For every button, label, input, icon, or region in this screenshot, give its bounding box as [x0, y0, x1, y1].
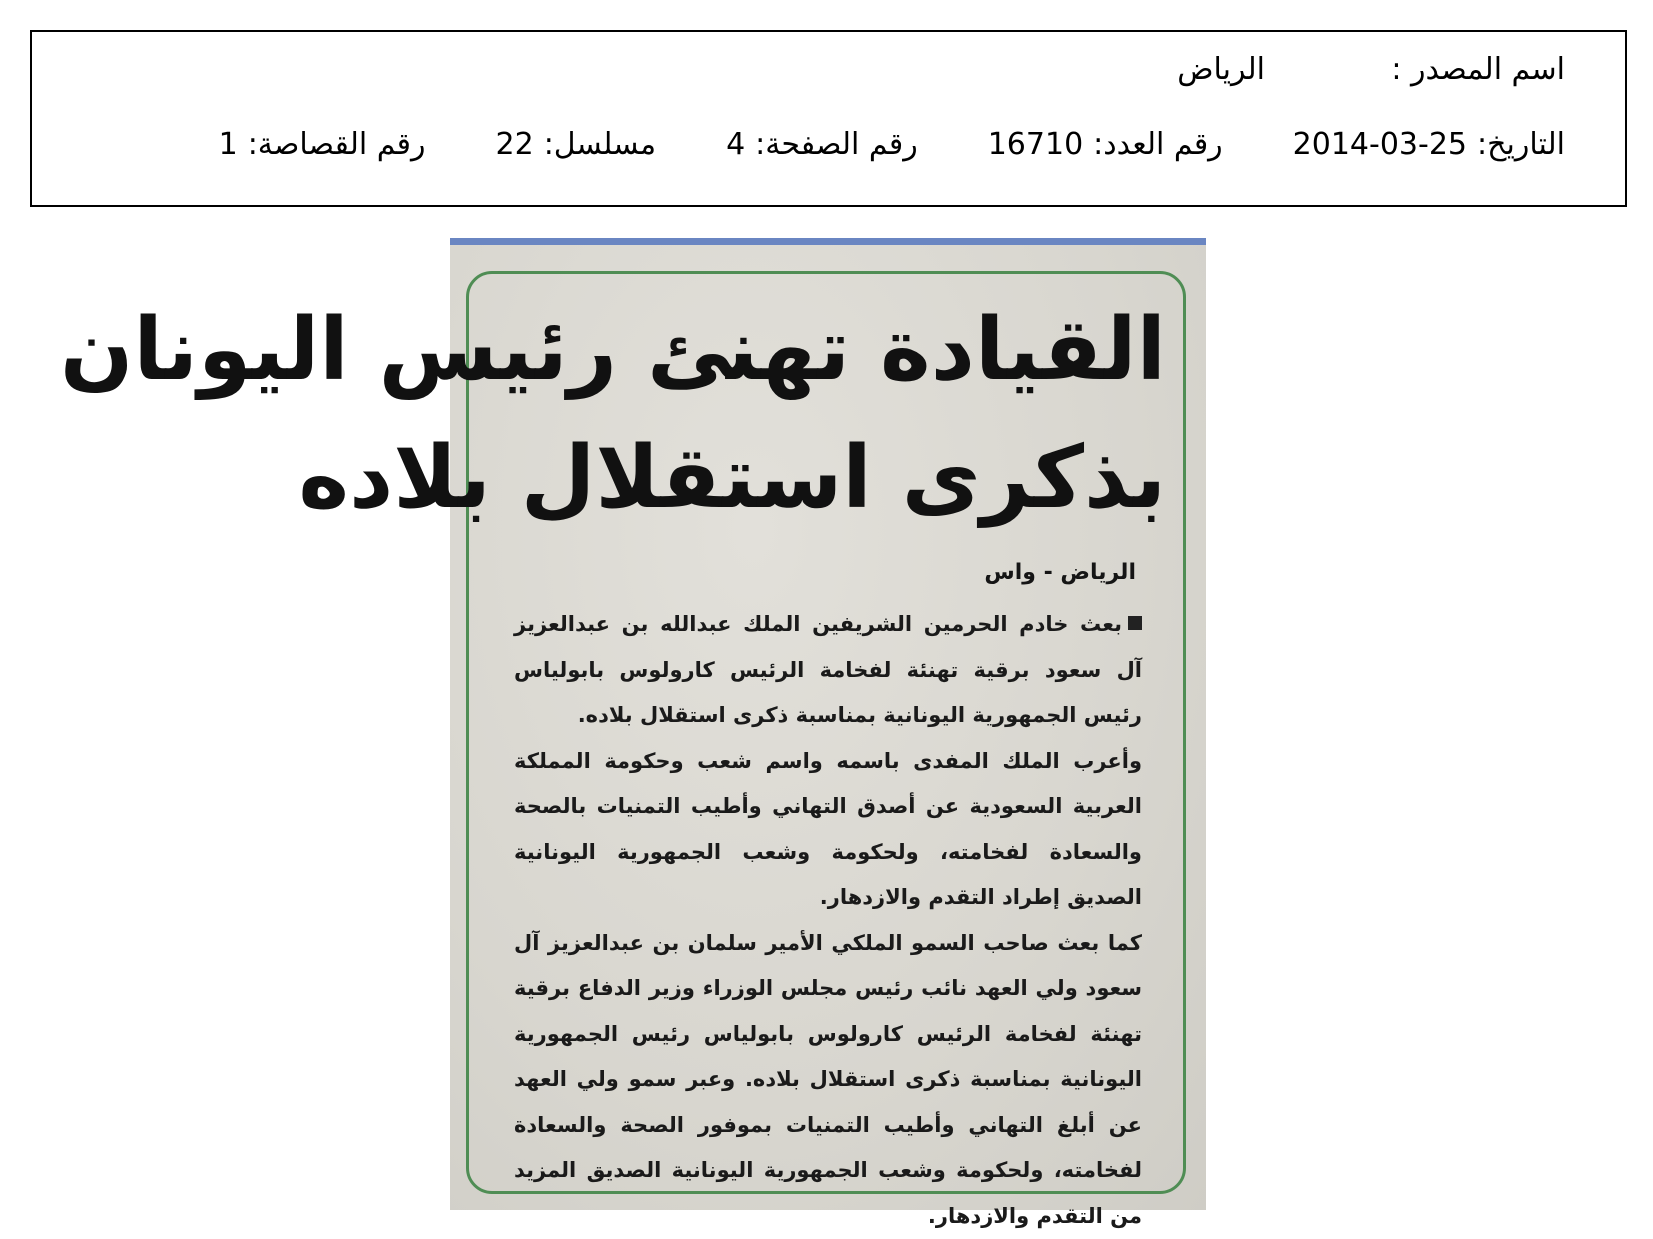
page-label: رقم الصفحة:	[755, 127, 918, 162]
issue-value: 16710	[988, 127, 1083, 162]
dateline: الرياض - واس	[984, 560, 1136, 585]
article-body	[514, 602, 1142, 1239]
clip-number-field	[219, 127, 426, 162]
source-value: الرياض	[1177, 52, 1265, 87]
metadata-row-details	[92, 127, 1565, 162]
metadata-row-source	[92, 52, 1565, 87]
issue-label: رقم العدد:	[1093, 127, 1223, 162]
date-value: 2014-03-25	[1293, 127, 1467, 162]
paragraph-3: كما بعث صاحب السمو الملكي الأمير سلمان بن عبدالعزيز آل سعود ولي العهد نائب رئيس مجلس الوزراء وزير الدفاع برقية تهنئة لفخامة الرئيس كارولوس بابولياس رئيس الجمهورية اليونانية بمناسبة ذكرى استقلال بلاده. وعبر سمو ولي العهد عن أبلغ التهاني وأطيب التمنيات بموفور الصحة والسعادة لفخامته، ولحكومة وشعب الجمهورية اليونانية الصديق المزيد من التقدم والازدهار.	[514, 921, 1142, 1239]
clip-number-value: 1	[219, 127, 238, 162]
serial-field	[496, 127, 657, 162]
date-field	[1293, 127, 1565, 162]
headline-line-1: القيادة تهنئ رئيس اليونان	[490, 300, 1166, 400]
paragraph-2: وأعرب الملك المفدى باسمه واسم شعب وحكومة المملكة العربية السعودية عن أصدق التهاني وأطيب التمنيات بالصحة والسعادة لفخامته، ولحكومة وشعب الجمهورية اليونانية الصديق إطراد التقدم والازدهار.	[514, 739, 1142, 921]
newspaper-clipping	[450, 238, 1206, 1210]
source-label: اسم المصدر :	[1375, 52, 1565, 87]
paragraph-1	[514, 602, 1142, 739]
page-value: 4	[726, 127, 745, 162]
headline-line-2: بذكرى استقلال بلاده	[490, 428, 1166, 528]
serial-label: مسلسل:	[544, 127, 656, 162]
paragraph-1-text: بعث خادم الحرمين الشريفين الملك عبدالله بن عبدالعزيز آل سعود برقية تهنئة لفخامة الرئيس كارولوس بابولياس رئيس الجمهورية اليونانية بمناسبة ذكرى استقلال بلاده.	[514, 612, 1142, 727]
page-field	[726, 127, 918, 162]
date-label: التاريخ:	[1477, 127, 1565, 162]
clip-number-label: رقم القصاصة:	[248, 127, 426, 162]
issue-field	[988, 127, 1223, 162]
serial-value: 22	[496, 127, 534, 162]
top-rule	[450, 238, 1206, 245]
metadata-box	[30, 30, 1627, 207]
square-bullet-icon	[1128, 616, 1142, 630]
